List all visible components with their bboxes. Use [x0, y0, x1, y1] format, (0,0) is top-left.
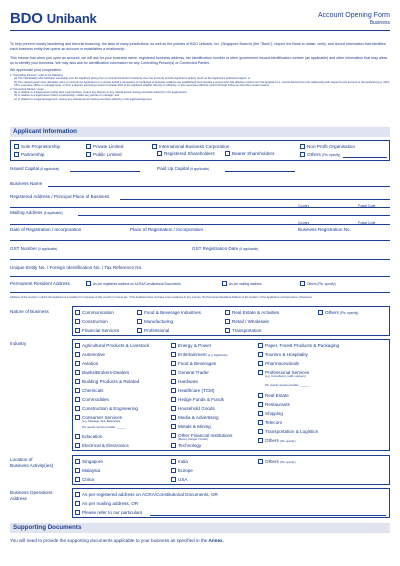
- reg-country-label: Country: [298, 204, 310, 208]
- ops-address-label: [10, 490, 52, 501]
- perm-opt3-text: Others: [307, 282, 317, 286]
- nature-manufacturing-checkbox[interactable]: [137, 319, 142, 324]
- mailing-address-text: Mailing Address: [10, 210, 43, 215]
- uen-label: Unique Entity No. / Foreign Identification No. / Tax Reference No.: [10, 265, 143, 270]
- ind-building-label: Building Products & Related: [82, 379, 140, 384]
- ind-consumer-label: Consumer Services: [82, 415, 123, 420]
- ind-metals-label: Metals & Mining: [178, 424, 211, 429]
- ops-opt3-checkbox[interactable]: [75, 510, 80, 515]
- def2a: (a) In relation to a legal person (other than a partnership), means any director or any natural person having executive authority in the legal person;: [14, 91, 188, 95]
- ind-realestate-label: Real Estate: [265, 393, 289, 398]
- ind-construction-checkbox[interactable]: [75, 406, 80, 411]
- ind-general-trader-checkbox[interactable]: [171, 370, 176, 375]
- private-label: Private Limited: [93, 144, 124, 149]
- ind-entertainment-note: (e.g. Nightclubs): [207, 354, 228, 357]
- ind-tourism-checkbox[interactable]: [258, 352, 263, 357]
- ind-fnb-checkbox[interactable]: [171, 361, 176, 366]
- ind-others-note: (Pls. specify): [280, 440, 296, 443]
- nonprofit-label: Non-Profit Organisation: [307, 144, 356, 149]
- def1a: (a) The individual(s) who has/have ownership over the Applicant (being from a minimal threshold of authority over the account) and the Applicant's activity (such as the Applicant's authorised signer; or: [14, 77, 251, 81]
- intl-checkbox[interactable]: [152, 144, 157, 149]
- ind-technology-checkbox[interactable]: [171, 443, 176, 448]
- uen-input[interactable]: [10, 276, 390, 277]
- ind-auto-label: Automotive: [82, 352, 105, 357]
- ops-address-label-2: Address: [10, 495, 27, 501]
- ind-hedge-label: Hedge Funds & Funds: [178, 397, 224, 402]
- ind-general-trader-label: General Trader: [178, 370, 209, 375]
- loc-others-text: Others: [265, 459, 279, 464]
- ind-hardware-checkbox[interactable]: [171, 379, 176, 384]
- issued-capital-label: [10, 166, 59, 171]
- nature-financial-checkbox[interactable]: [75, 328, 80, 333]
- mailing-address-line2[interactable]: [10, 224, 390, 225]
- ind-restaurants-checkbox[interactable]: [258, 402, 263, 407]
- ind-chemicals-checkbox[interactable]: [75, 388, 80, 393]
- ind-aviation-checkbox[interactable]: [75, 361, 80, 366]
- ind-realestate-checkbox[interactable]: [258, 393, 263, 398]
- ind-others-text: Others: [265, 438, 279, 443]
- location-group: [72, 455, 390, 485]
- loc-malaysia-label: Malaysia: [82, 468, 101, 473]
- mailing-address-input[interactable]: [78, 215, 390, 216]
- reg-row-input[interactable]: [10, 240, 390, 241]
- nonprofit-checkbox[interactable]: [300, 144, 305, 149]
- loc-europe-checkbox[interactable]: [171, 468, 176, 473]
- perm-opt2-label: As per mailing address: [229, 282, 262, 286]
- ind-technology-label: Technology: [178, 443, 202, 448]
- nature-manufacturing-label: Manufacturing: [144, 319, 174, 324]
- ind-ofi-note: (Money changer / lender): [178, 438, 209, 441]
- biz-reg-no-label: Business Registration No.: [298, 227, 351, 232]
- ind-ofi-label: Other Financial Institutions: [178, 433, 233, 438]
- nature-construction-checkbox[interactable]: [75, 319, 80, 324]
- intl-label: International Business Corporation: [159, 144, 230, 149]
- nature-label: Nature of Business: [10, 309, 49, 314]
- ind-household-label: Household Goods: [178, 406, 215, 411]
- ops-opt2-label: As per mailing address, OR: [82, 501, 139, 506]
- form-title: [318, 12, 390, 26]
- sole-checkbox[interactable]: [14, 144, 19, 149]
- ind-tourism-label: Tourism & Hospitality: [265, 352, 308, 357]
- ind-energy-label: Energy & Power: [178, 343, 212, 348]
- ind-healthcare-checkbox[interactable]: [171, 388, 176, 393]
- ind-pharma-label: Pharmaceuticals: [265, 361, 299, 366]
- perm-opt3-label: [307, 282, 336, 286]
- ind-consumer-note: (e.g. Massage, Spa, Beautician): [82, 420, 121, 423]
- nature-others-checkbox[interactable]: [318, 310, 323, 315]
- partnership-label: Partnership: [21, 152, 45, 157]
- registered-address-input[interactable]: [120, 199, 390, 200]
- loc-malaysia-checkbox[interactable]: [75, 468, 80, 473]
- ind-telecom-checkbox[interactable]: [258, 420, 263, 425]
- header-divider: [10, 30, 390, 31]
- loc-singapore-label: Singapore: [82, 459, 103, 464]
- location-label-1: Location of: [10, 457, 33, 462]
- applicant-section-header: Applicant Information: [10, 127, 390, 137]
- loc-usa-label: USA: [178, 477, 188, 482]
- ind-media-checkbox[interactable]: [171, 415, 176, 420]
- business-name-label: Business Name: [10, 181, 43, 186]
- intro-p3: We appreciate your cooperation.: [10, 68, 62, 72]
- ind-shipping-checkbox[interactable]: [258, 411, 263, 416]
- paid-up-input[interactable]: [225, 171, 295, 172]
- business-name-input[interactable]: [48, 186, 390, 187]
- sole-label: Sole Proprietorship: [21, 144, 61, 149]
- gst-date-note: (if applicable): [239, 247, 259, 251]
- nature-financial-label: Financial Services: [82, 328, 120, 333]
- ind-profservices-spec: Pls. specify service provider: ______: [265, 384, 309, 387]
- ind-banks-label: Banks/Brokers-Dealers: [82, 370, 130, 375]
- ind-electrical-checkbox[interactable]: [75, 443, 80, 448]
- nature-fnb-checkbox[interactable]: [137, 310, 142, 315]
- paid-up-text: Paid Up Capital: [157, 166, 189, 171]
- ind-agri-checkbox[interactable]: [75, 343, 80, 348]
- ind-hedge-checkbox[interactable]: [171, 397, 176, 402]
- ind-paper-checkbox[interactable]: [258, 343, 263, 348]
- perm-opt1-checkbox[interactable]: [86, 281, 91, 286]
- ind-entertainment-checkbox[interactable]: [171, 352, 176, 357]
- perm-opt3-checkbox[interactable]: [300, 281, 305, 286]
- nature-professional-checkbox[interactable]: [137, 328, 142, 333]
- nature-others-note: (Pls. specify): [340, 311, 359, 315]
- loc-india-label: India: [178, 459, 188, 464]
- loc-usa-checkbox[interactable]: [171, 477, 176, 482]
- reg-postal-label: Postal Code: [358, 204, 376, 208]
- gst-date-text: GST Registration Date: [192, 246, 239, 251]
- ind-shipping-label: Shipping: [265, 411, 283, 416]
- location-label: [10, 457, 53, 468]
- ind-media-label: Media & Advertising: [178, 415, 219, 420]
- ind-building-checkbox[interactable]: [75, 379, 80, 384]
- date-reg-label: Date of Registration / Incorporation: [10, 227, 82, 232]
- ind-commodities-checkbox[interactable]: [75, 397, 80, 402]
- paid-up-note: (if applicable): [190, 167, 210, 171]
- def2: 2 "Connected Parties" mean:: [10, 87, 45, 91]
- nature-communication-label: Communication: [82, 310, 114, 315]
- reg-sh-label: Registered Shareholders: [164, 151, 215, 156]
- form-subtitle: Business: [369, 20, 390, 26]
- nature-others-label: [325, 310, 358, 315]
- ind-telecom-label: Telecom: [265, 420, 283, 425]
- supporting-text-annex: Annex.: [208, 538, 224, 543]
- bdo-logo: BDO Unibank: [10, 10, 97, 27]
- others-entity-checkbox[interactable]: [300, 152, 305, 157]
- def2b: (b) In relation to a legal person that is a partnership, means any partner or manager; and: [14, 94, 120, 98]
- def1b: (b) The natural person who ultimately owns or controls the Applicant (or on whose behalf a transaction is conducted or business relations are established) and includes a person who has effective control over the Applicant (i.e. control derived from the relationship with respect to the account or the Applicant (e.g. CEO, CFO, executive officer or management), or from a director exercising control of at least 25% of the Applicant whether directly or indirectly, or who exercises effective control through influence and other control means).: [14, 80, 390, 88]
- perm-footnote: Address of the country in which the Applicant is a resident for purposes of this country's income tax. If the Applicant does not have a tax residence in any country, the Permanent Resident Address is the location of the Applicant's principal place of business.: [10, 296, 313, 299]
- ind-healthcare-label: Healthcare (TCM): [178, 388, 215, 393]
- gst-no-label: [10, 246, 57, 251]
- issued-capital-note: (if applicable): [40, 167, 60, 171]
- ind-aviation-label: Aviation: [82, 361, 99, 366]
- loc-singapore-checkbox[interactable]: [75, 459, 80, 464]
- ind-energy-checkbox[interactable]: [171, 343, 176, 348]
- ind-hardware-label: Hardware: [178, 379, 198, 384]
- supporting-text: [10, 538, 224, 543]
- ind-education-checkbox[interactable]: [75, 434, 80, 439]
- public-checkbox[interactable]: [86, 152, 91, 157]
- supporting-text-main: You will need to provide the supporting documents applicable to your business as specified in the: [10, 538, 208, 543]
- nature-realestate-checkbox[interactable]: [225, 310, 230, 315]
- place-reg-label: Place of Registration / Incorporation: [130, 227, 204, 232]
- perm-opt1-label: As per registered address on ACRA/Constitutional Documents: [93, 282, 181, 286]
- perm-addr-input[interactable]: [10, 292, 390, 293]
- bearer-sh-checkbox[interactable]: [225, 151, 230, 156]
- ops-address-label-1: Business Operations: [10, 490, 53, 495]
- ind-profservices-note: (e.g. Consultancy, Audit, Lawyers): [265, 375, 306, 378]
- nature-professional-label: Professional: [144, 328, 170, 333]
- ind-commodities-label: Commodities: [82, 397, 109, 402]
- others-entity-label: [307, 152, 340, 157]
- definitions: [10, 74, 390, 101]
- paid-up-label: [157, 166, 209, 171]
- ind-auto-checkbox[interactable]: [75, 352, 80, 357]
- others-entity-input[interactable]: [343, 157, 387, 158]
- def1: 1 "Controlling Persons" refer to the following:: [10, 74, 64, 77]
- reg-sh-checkbox[interactable]: [157, 151, 162, 156]
- intro-p2: This means that when you open an account, we will ask for your business name, registered business address, tax identification number or other government issued identification number (as applicable) and other information that may allow us to identify your business. We may also ask for identification information for any Controlling Person(s) or Connected Parties.: [10, 56, 388, 65]
- nature-fnb-label: Food & Beverage Industries: [144, 310, 201, 315]
- nature-others-text: Others: [325, 310, 339, 315]
- bearer-sh-label: Bearer Shareholders: [232, 151, 275, 156]
- loc-china-checkbox[interactable]: [75, 477, 80, 482]
- ind-profservices-checkbox[interactable]: [258, 370, 263, 375]
- gst-no-text: GST Number: [10, 246, 37, 251]
- ops-opt1-checkbox[interactable]: [75, 492, 80, 497]
- ind-logistics-checkbox[interactable]: [258, 429, 263, 434]
- ops-opt3-input[interactable]: [150, 515, 386, 516]
- ind-pharma-checkbox[interactable]: [258, 361, 263, 366]
- ops-opt1-label: As per registered address on ACRA/Constitutional Documents, OR: [82, 492, 218, 497]
- ind-others-label: [265, 438, 295, 443]
- ind-restaurants-label: Restaurants: [265, 402, 290, 407]
- loc-china-label: China: [82, 477, 95, 482]
- ind-fnb-label: Food & Beverages: [178, 361, 217, 366]
- gst-no-note: (if applicable): [38, 247, 58, 251]
- ind-entertainment-text: Entertainment: [178, 352, 207, 357]
- public-label: Public Limited: [93, 152, 122, 157]
- ind-chemicals-label: Chemicals: [82, 388, 104, 393]
- ops-opt2-checkbox[interactable]: [75, 501, 80, 506]
- nature-retail-checkbox[interactable]: [225, 319, 230, 324]
- ind-banks-checkbox[interactable]: [75, 370, 80, 375]
- gst-date-label: [192, 246, 258, 251]
- location-label-2: Business Activity(ies): [10, 462, 54, 468]
- ind-metals-checkbox[interactable]: [171, 424, 176, 429]
- ind-paper-label: Paper, Forest Products & Packaging: [265, 343, 340, 348]
- ind-logistics-label: Transportation & Logistics: [265, 429, 318, 434]
- nature-construction-label: Construction: [82, 319, 108, 324]
- perm-opt3-note: (Pls. specify): [317, 282, 336, 286]
- registered-address-label: Registered Address / Principal Place of Business: [10, 194, 110, 199]
- ind-household-checkbox[interactable]: [171, 406, 176, 411]
- issued-capital-input[interactable]: [70, 171, 140, 172]
- private-checkbox[interactable]: [86, 144, 91, 149]
- nature-transportation-label: Transportation: [232, 328, 262, 333]
- perm-opt2-checkbox[interactable]: [222, 281, 227, 286]
- loc-india-checkbox[interactable]: [171, 459, 176, 464]
- ind-others-checkbox[interactable]: [258, 438, 263, 443]
- mail-country-label: Country: [298, 221, 310, 225]
- gst-row-input[interactable]: [10, 259, 390, 260]
- ops-opt3-label: Please refer to our particulars: [82, 510, 143, 515]
- ind-ofi-checkbox[interactable]: [171, 433, 176, 438]
- loc-others-checkbox[interactable]: [258, 459, 263, 464]
- ind-consumer-checkbox[interactable]: [75, 415, 80, 420]
- partnership-checkbox[interactable]: [14, 152, 19, 157]
- mail-postal-label: Postal Code: [358, 221, 376, 225]
- loc-others-note: (Pls. specify): [280, 461, 296, 464]
- ind-education-label: Education: [82, 434, 103, 439]
- registered-address-line2[interactable]: [10, 207, 390, 208]
- ind-consumer-spec: Pls. specify service provider: ______: [82, 426, 126, 429]
- ind-entertainment-label: [178, 352, 227, 357]
- ind-agri-label: Agricultural Products & Livestock: [82, 343, 150, 348]
- issued-capital-text: Issued Capital: [10, 166, 40, 171]
- intro-p1: To help prevent money laundering and terrorist financing, the laws of many jurisdictions, as well as the policies of BDO Unibank, Inc. (Singapore Branch) (the "Bank"), require the Bank to obtain, verify, and record information that identifies each business entity that opens an account or establishes a relationship.: [10, 42, 386, 51]
- loc-others-label: [265, 459, 295, 464]
- loc-europe-label: Europe: [178, 468, 193, 473]
- mailing-address-note: (if applicable): [43, 211, 63, 215]
- nature-communication-checkbox[interactable]: [75, 310, 80, 315]
- perm-addr-label: Permanent Resident Address: [10, 281, 70, 286]
- mailing-address-label: [10, 210, 63, 215]
- others-entity-text: Others: [307, 152, 321, 157]
- others-entity-note: (Pls. specify): [322, 153, 341, 157]
- nature-retail-label: Retail / Wholesale: [232, 319, 270, 324]
- form-title-text: Account Opening Form: [318, 12, 390, 19]
- def2c: (c) In relation to a legal arrangement, means any natural person having executive authority in the legal arrangement.: [14, 97, 153, 101]
- industry-label: Industry: [10, 341, 27, 346]
- supporting-section-header: Supporting Documents: [10, 523, 390, 533]
- nature-transportation-checkbox[interactable]: [225, 328, 230, 333]
- ind-profservices-label: Professional Services: [265, 370, 310, 375]
- nature-realestate-label: Real Estate & Activities: [232, 310, 280, 315]
- ind-electrical-label: Electrical & Electronics: [82, 443, 129, 448]
- ind-construction-label: Construction & Engineering: [82, 406, 138, 411]
